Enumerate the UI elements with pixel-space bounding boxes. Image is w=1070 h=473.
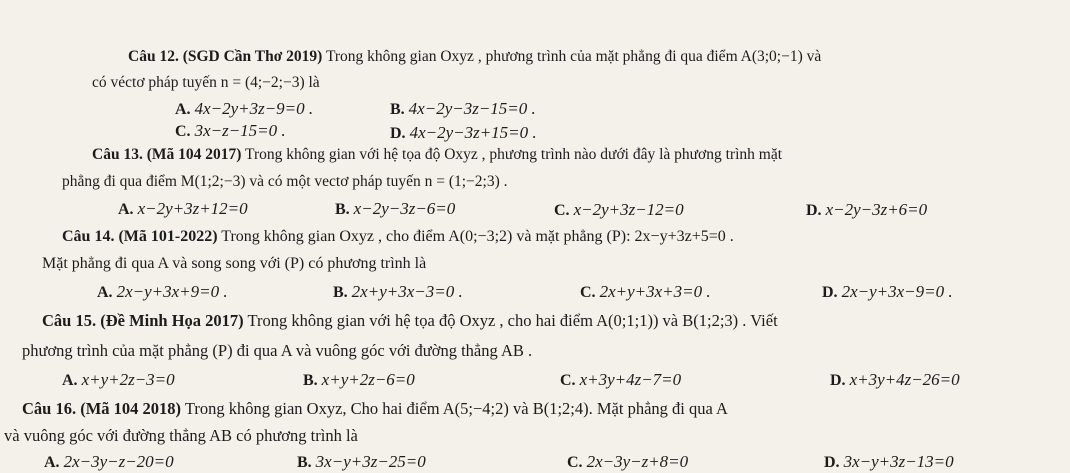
option-label: C. [580, 284, 596, 301]
question-12-option-c[interactable] [175, 121, 286, 142]
question-15-option-c[interactable] [560, 370, 681, 391]
question-number: Câu 14. [62, 228, 115, 245]
question-14-line-1 [62, 227, 734, 247]
question-stem: Trong không gian với hệ tọa độ Oxyz , phương trình nào dưới đây là phương trình mặt [245, 146, 783, 163]
option-label: A. [175, 101, 191, 118]
option-text: x+3y+4z−7=0 [579, 370, 682, 389]
question-source: (Mã 104 2018) [80, 399, 182, 418]
option-label: D. [830, 372, 846, 389]
option-text: 4x−2y+3z−9=0 . [194, 99, 314, 118]
question-stem: Trong không gian Oxyz , cho điểm A(0;−3;2) và mặt phẳng (P): 2x−y+3z+5=0 . [221, 228, 734, 245]
question-stem: Trong không gian Oxyz , phương trình của mặt phẳng đi qua điểm A(3;0;−1) và [325, 48, 822, 65]
question-16-line-2: và vuông góc với đường thẳng AB có phương trình là [4, 426, 358, 445]
question-13-option-b[interactable] [335, 199, 455, 220]
question-source: (Đề Minh Họa 2017) [100, 311, 244, 330]
question-stem: Trong không gian Oxyz, Cho hai điểm A(5;−4;2) và B(1;2;4). Mặt phẳng đi qua A [184, 399, 728, 418]
option-text: 2x+y+3x+3=0 . [599, 282, 711, 301]
question-15-line-2: phương trình của mặt phẳng (P) đi qua A và vuông góc với đường thẳng AB . [22, 341, 533, 360]
question-13-option-d[interactable] [806, 200, 927, 221]
question-13-line-2: phẳng đi qua điểm M(1;2;−3) và có một vectơ pháp tuyến n = (1;−2;3) . [62, 173, 508, 190]
option-text: x+y+2z−6=0 [321, 370, 415, 389]
option-label: A. [118, 201, 134, 218]
question-source: (SGD Cần Thơ 2019) [182, 48, 323, 65]
question-14-option-d[interactable] [822, 282, 953, 303]
question-12-line-1 [128, 47, 821, 67]
option-label: D. [390, 125, 406, 142]
option-text: 3x−y+3z−25=0 [315, 452, 426, 471]
option-label: B. [303, 372, 318, 389]
question-16-option-b[interactable] [297, 452, 426, 473]
option-label: D. [824, 454, 840, 471]
option-label: A. [62, 372, 78, 389]
option-text: x−2y+3z+12=0 [137, 199, 248, 218]
question-14-option-b[interactable] [333, 282, 463, 303]
option-text: x+y+2z−3=0 [81, 370, 175, 389]
option-text: 2x−y+3x−9=0 . [841, 282, 953, 301]
option-text: 4x−2y−3z−15=0 . [408, 99, 536, 118]
question-number: Câu 13. [92, 146, 143, 163]
option-label: B. [297, 454, 312, 471]
question-source: (Mã 104 2017) [146, 146, 242, 163]
option-text: 2x−y+3x+9=0 . [116, 282, 228, 301]
question-13-option-a[interactable] [118, 199, 248, 220]
option-text: 3x−z−15=0 . [194, 121, 286, 140]
option-label: D. [806, 202, 822, 219]
option-label: C. [560, 372, 576, 389]
option-text: x−2y−3z−6=0 [353, 199, 456, 218]
question-14-option-a[interactable] [97, 282, 228, 303]
question-number: Câu 16. [22, 399, 77, 418]
option-label: C. [175, 123, 191, 140]
option-label: C. [567, 454, 583, 471]
question-16-option-c[interactable] [567, 452, 688, 473]
question-12-option-b[interactable] [390, 99, 536, 120]
option-label: B. [335, 201, 350, 218]
option-text: 2x−3y−z−20=0 [63, 452, 174, 471]
question-13-line-1 [92, 145, 782, 165]
question-16-line-1 [22, 399, 728, 419]
question-number: Câu 12. [128, 48, 179, 65]
question-13-option-c[interactable] [554, 200, 684, 221]
question-16-option-d[interactable] [824, 452, 954, 473]
option-label: A. [97, 284, 113, 301]
question-15-line-1 [42, 311, 778, 331]
option-text: 3x−y+3z−13=0 [843, 452, 954, 471]
option-label: A. [44, 454, 60, 471]
option-text: x−2y−3z+6=0 [825, 200, 928, 219]
option-text: 2x−3y−z+8=0 [586, 452, 689, 471]
question-15-option-b[interactable] [303, 370, 415, 391]
option-text: x−2y+3z−12=0 [573, 200, 684, 219]
question-15-option-a[interactable] [62, 370, 175, 391]
question-14-line-2: Mặt phẳng đi qua A và song song với (P) có phương trình là [42, 255, 427, 272]
question-16-option-a[interactable] [44, 452, 174, 473]
question-14-option-c[interactable] [580, 282, 711, 303]
option-text: x+3y+4z−26=0 [849, 370, 960, 389]
option-label: C. [554, 202, 570, 219]
option-label: B. [333, 284, 348, 301]
option-text: 2x+y+3x−3=0 . [351, 282, 463, 301]
question-12-line-2: có véctơ pháp tuyến n = (4;−2;−3) là [92, 74, 320, 91]
question-stem: Trong không gian với hệ tọa độ Oxyz , cho hai điểm A(0;1;1)) và B(1;2;3) . Viết [247, 311, 778, 330]
question-12-option-a[interactable] [175, 99, 313, 120]
question-12-option-d[interactable] [390, 123, 537, 144]
question-number: Câu 15. [42, 311, 97, 330]
question-15-option-d[interactable] [830, 370, 960, 391]
option-text: 4x−2y−3z+15=0 . [409, 123, 537, 142]
option-label: B. [390, 101, 405, 118]
option-label: D. [822, 284, 838, 301]
question-source: (Mã 101-2022) [118, 228, 218, 245]
